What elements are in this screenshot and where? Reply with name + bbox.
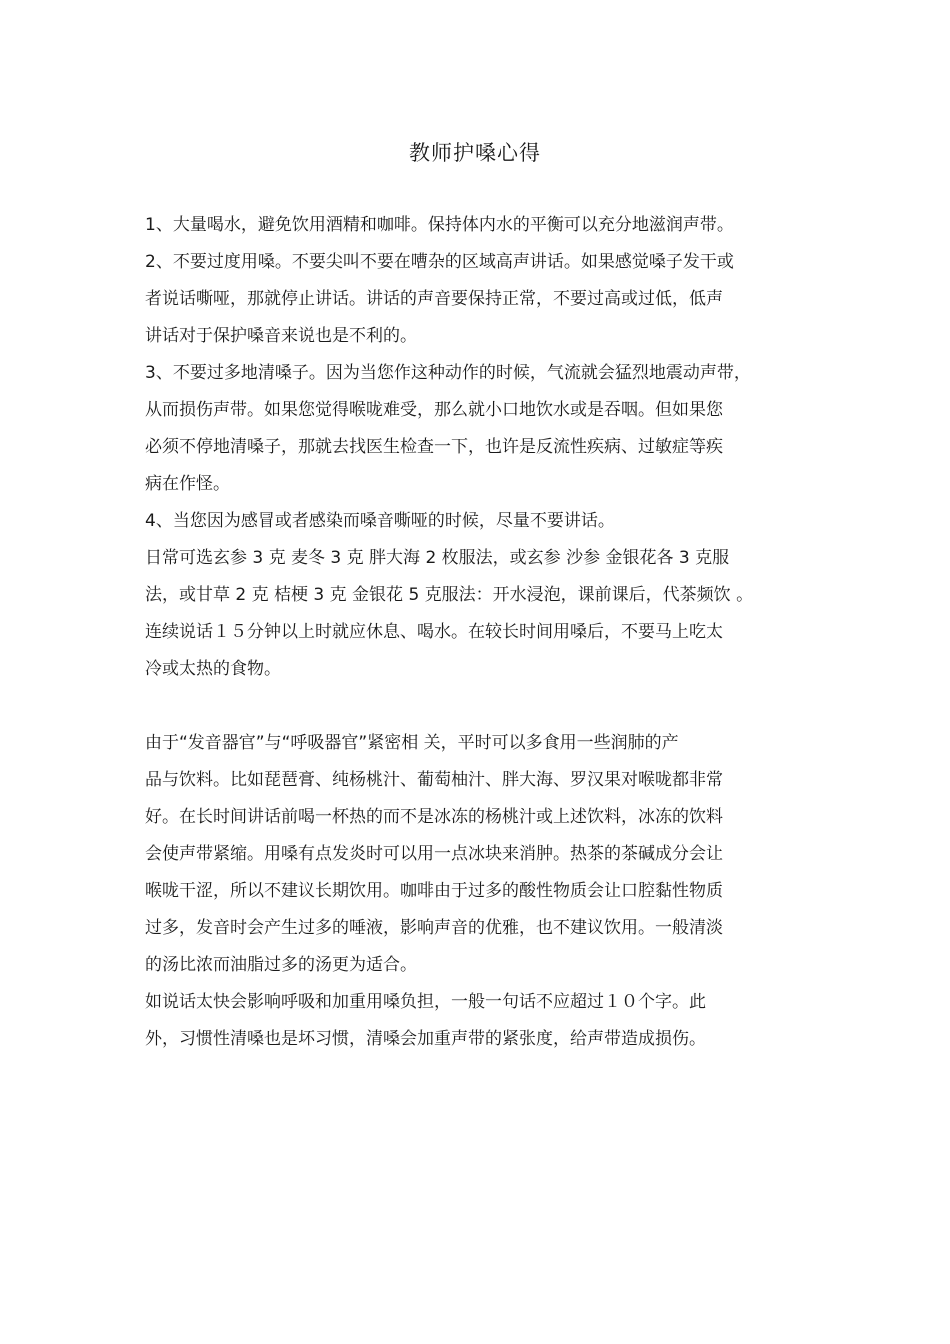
body-line: 冷或太热的食物。 xyxy=(145,659,281,679)
body-line: 1、大量喝水，避免饮用酒精和咖啡。保持体内水的平衡可以充分地滋润声带。 xyxy=(145,215,734,235)
body-line: 从而损伤声带。如果您觉得喉咙难受，那么就小口地饮水或是吞咽。但如果您 xyxy=(145,400,723,420)
body-line: 好。在长时间讲话前喝一杯热的而不是冰冻的杨桃汁或上述饮料，冰冻的饮料 xyxy=(145,807,723,827)
body-line: 喉咙干涩，所以不建议长期饮用。咖啡由于过多的酸性物质会让口腔黏性物质 xyxy=(145,881,723,901)
body-line: 者说话嘶哑，那就停止讲话。讲话的声音要保持正常，不要过高或过低，低声 xyxy=(145,289,723,309)
document-body xyxy=(145,207,825,1058)
body-line: 会使声带紧缩。用嗓有点发炎时可以用一点冰块来消肿。热茶的茶碱成分会让 xyxy=(145,844,723,864)
body-line: 讲话对于保护嗓音来说也是不利的。 xyxy=(145,326,417,346)
body-line: 必须不停地清嗓子，那就去找医生检查一下，也许是反流性疾病、过敏症等疾 xyxy=(145,437,723,457)
body-line: 品与饮料。比如琵琶膏、纯杨桃汁、葡萄柚汁、胖大海、罗汉果对喉咙都非常 xyxy=(145,770,723,790)
body-line: 由于“发音器官”与“呼吸器官”紧密相 关，平时可以多食用一些润肺的产 xyxy=(145,733,679,753)
body-line: 连续说话１５分钟以上时就应休息、喝水。在较长时间用嗓后，不要马上吃太 xyxy=(145,622,723,642)
blank-line xyxy=(145,688,825,725)
body-line: 法，或甘草 2 克 桔梗 3 克 金银花 5 克服法：开水浸泡，课前课后，代茶频饮 。 xyxy=(145,585,754,605)
body-line: 病在作怪。 xyxy=(145,474,230,494)
body-line: 日常可选玄参 3 克 麦冬 3 克 胖大海 2 枚服法，或玄参 沙参 金银花各 3 克服 xyxy=(145,548,730,568)
body-line: 的汤比浓而油脂过多的汤更为适合。 xyxy=(145,955,417,975)
body-line: 4、当您因为感冒或者感染而嗓音嘶哑的时候，尽量不要讲话。 xyxy=(145,511,615,531)
body-line: 如说话太快会影响呼吸和加重用嗓负担，一般一句话不应超过１０个字。此 xyxy=(145,992,706,1012)
body-line: 3、不要过多地清嗓子。因为当您作这种动作的时候，气流就会猛烈地震动声带， xyxy=(145,363,751,383)
document-title: 教师护嗓心得 xyxy=(409,141,541,165)
body-line: 过多，发音时会产生过多的唾液，影响声音的优雅，也不建议饮用。一般清淡 xyxy=(145,918,723,938)
body-line: 2、不要过度用嗓。不要尖叫不要在嘈杂的区域高声讲话。如果感觉嗓子发干或 xyxy=(145,252,734,272)
body-line: 外，习惯性清嗓也是坏习惯，清嗓会加重声带的紧张度，给声带造成损伤。 xyxy=(145,1029,706,1049)
